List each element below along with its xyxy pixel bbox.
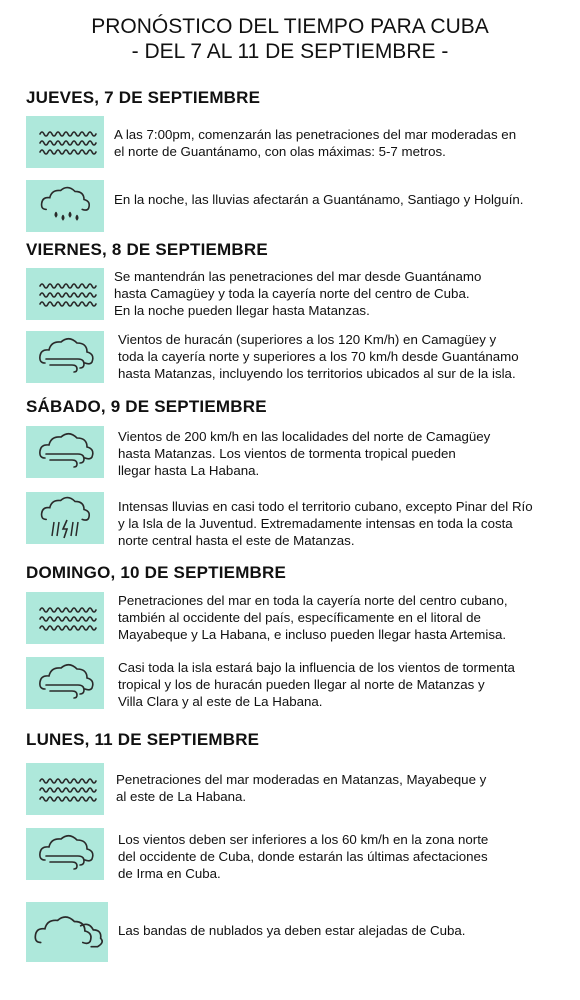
day-heading-sabado: SÁBADO, 9 DE SEPTIEMBRE [26, 397, 267, 416]
forecast-text: Se mantendrán las penetraciones del mar desde Guantánamo hasta Camagüey y toda la cayería norte del centro de Cuba. En la noche pueden llegar hasta Matanzas. [114, 269, 482, 318]
forecast-text: Vientos de huracán (superiores a los 120 Km/h) en Camagüey y toda la cayería norte y superiores a los 70 km/h desde Guantánamo hasta Matanzas, incluyendo los territorios ubicados al sur de la isla. [118, 332, 519, 381]
wind-cloud-icon-graphic [26, 426, 104, 478]
wind-cloud-icon-graphic [26, 828, 104, 880]
day-heading-lunes: LUNES, 11 DE SEPTIEMBRE [26, 730, 260, 749]
day-heading-viernes: VIERNES, 8 DE SEPTIEMBRE [26, 240, 268, 259]
forecast-text: Las bandas de nublados ya deben estar alejadas de Cuba. [118, 923, 466, 938]
wind-cloud-icon [26, 657, 104, 709]
waves-icon [26, 592, 104, 644]
waves-icon [26, 268, 104, 320]
waves-icon-graphic [26, 116, 104, 168]
storm-cloud-icon [26, 492, 104, 544]
forecast-text: En la noche, las lluvias afectarán a Guantánamo, Santiago y Holguín. [114, 192, 524, 207]
forecast-text: Penetraciones del mar moderadas en Matanzas, Mayabeque y al este de La Habana. [116, 772, 487, 804]
waves-icon-graphic [26, 592, 104, 644]
forecast-text: Vientos de 200 km/h en las localidades del norte de Camagüey hasta Matanzas. Los vientos de tormenta tropical pueden llegar hasta La Habana. [118, 429, 491, 478]
double-cloud-icon [26, 902, 108, 962]
waves-icon [26, 763, 104, 815]
wind-cloud-icon [26, 828, 104, 880]
day-heading-jueves: JUEVES, 7 DE SEPTIEMBRE [26, 88, 261, 107]
page-subtitle: - DEL 7 AL 11 DE SEPTIEMBRE - [131, 40, 449, 63]
waves-icon [26, 116, 104, 168]
wind-cloud-icon-graphic [26, 331, 104, 383]
rain-cloud-icon-graphic [26, 180, 104, 232]
forecast-text: Penetraciones del mar en toda la cayería norte del centro cubano, también al occidente del país, específicamente en el litoral de Mayabeque y La Habana, e incluso pueden llegar hasta Artemisa. [118, 593, 508, 642]
wind-cloud-icon-graphic [26, 657, 104, 709]
storm-cloud-icon-graphic [26, 492, 104, 544]
double-cloud-icon-graphic [26, 902, 108, 962]
waves-icon-graphic [26, 763, 104, 815]
day-heading-domingo: DOMINGO, 10 DE SEPTIEMBRE [26, 563, 287, 582]
forecast-text: Casi toda la isla estará bajo la influencia de los vientos de tormenta tropical y los de huracán pueden llegar al norte de Matanzas y Villa Clara y al este de La Habana. [118, 660, 515, 709]
wind-cloud-icon [26, 426, 104, 478]
rain-cloud-icon [26, 180, 104, 232]
forecast-text: Intensas lluvias en casi todo el territorio cubano, excepto Pinar del Río y la Isla de la Juventud. Extremadamente intensas en toda la costa norte central hasta el este de Matanzas. [118, 499, 533, 548]
wind-cloud-icon [26, 331, 104, 383]
waves-icon-graphic [26, 268, 104, 320]
page-title: PRONÓSTICO DEL TIEMPO PARA CUBA [91, 15, 489, 38]
forecast-text: A las 7:00pm, comenzarán las penetraciones del mar moderadas en el norte de Guantánamo, con olas máximas: 5-7 metros. [114, 127, 517, 159]
forecast-text: Los vientos deben ser inferiores a los 60 km/h en la zona norte del occidente de Cuba, donde estarán las últimas afectaciones de Irma en Cuba. [118, 832, 489, 881]
